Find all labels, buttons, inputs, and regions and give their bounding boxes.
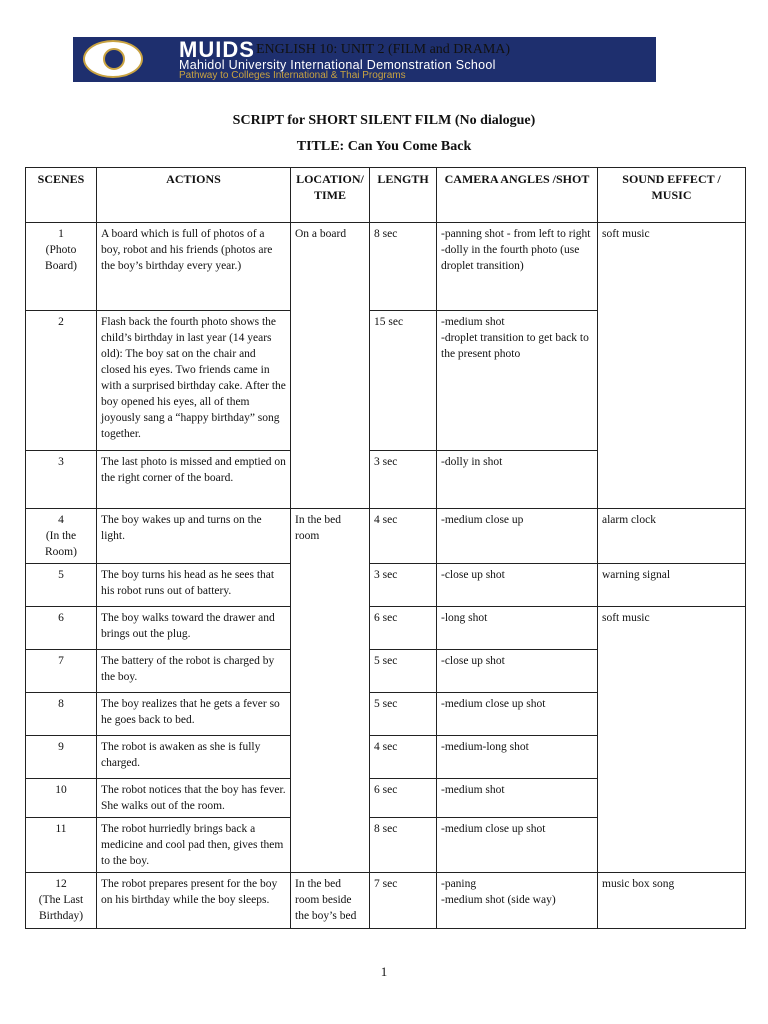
camera-cell [437, 223, 598, 311]
camera-cell [437, 650, 598, 693]
scene-cell [26, 873, 97, 929]
action-cell: The robot notices that the boy has fever. She walks out of the room. [97, 779, 291, 818]
length-cell: 6 sec [370, 779, 437, 818]
scene-cell [26, 693, 97, 736]
action-cell: The robot is awaken as she is fully charged. [97, 736, 291, 779]
camera-cell [437, 451, 598, 509]
camera-cell [437, 311, 598, 451]
banner-brand: MUIDS [179, 37, 255, 62]
length-cell: 7 sec [370, 873, 437, 929]
camera-shot-line: -paning [441, 878, 477, 890]
camera-cell [437, 779, 598, 818]
action-cell: The boy turns his head as he sees that his robot runs out of battery. [97, 564, 291, 607]
camera-shot-line: -medium close up [441, 514, 524, 526]
camera-cell [437, 564, 598, 607]
camera-cell [437, 736, 598, 779]
length-cell: 3 sec [370, 564, 437, 607]
action-cell: The robot hurriedly brings back a medicine and cool pad then, gives them to the boy. [97, 818, 291, 873]
action-cell: The battery of the robot is charged by the boy. [97, 650, 291, 693]
scene-number: 10 [55, 784, 67, 796]
table-row [26, 607, 746, 650]
action-cell: The last photo is missed and emptied on the right corner of the board. [97, 451, 291, 509]
scene-subtitle: (In the Room) [45, 530, 77, 558]
banner-tagline: Pathway to Colleges International & Thai Programs [179, 70, 406, 81]
action-cell: A board which is full of photos of a boy, robot and his friends (photos are the boy’s birthday every year.) [97, 223, 291, 311]
scene-number: 1 [58, 228, 64, 240]
length-cell: 8 sec [370, 223, 437, 311]
camera-shot-line: -medium shot [441, 316, 505, 328]
col-header-actions: ACTIONS [97, 168, 291, 223]
length-cell: 8 sec [370, 818, 437, 873]
location-cell: In the bed room [291, 509, 370, 873]
camera-cell [437, 509, 598, 564]
length-cell: 5 sec [370, 693, 437, 736]
sound-cell: alarm clock [598, 509, 746, 564]
camera-shot-line: -dolly in shot [441, 456, 503, 468]
page-header-text: ENGLISH 10: UNIT 2 (FILM and DRAMA) [256, 42, 511, 57]
scene-number: 7 [58, 655, 64, 667]
scene-cell [26, 607, 97, 650]
col-header-sound: SOUND EFFECT / MUSIC [598, 168, 746, 223]
camera-cell [437, 607, 598, 650]
camera-shot-line: -medium-long shot [441, 741, 529, 753]
camera-cell [437, 818, 598, 873]
scene-number: 6 [58, 612, 64, 624]
scene-number: 9 [58, 741, 64, 753]
sound-cell: soft music [598, 607, 746, 873]
length-cell: 4 sec [370, 509, 437, 564]
camera-shot-line: -panning shot - from left to right [441, 228, 591, 240]
scene-number: 4 [58, 514, 64, 526]
camera-shot-line: -medium close up shot [441, 823, 546, 835]
col-header-scenes: SCENES [26, 168, 97, 223]
scene-cell [26, 818, 97, 873]
scene-cell [26, 779, 97, 818]
camera-shot-line: -close up shot [441, 655, 505, 667]
action-cell: The boy realizes that he gets a fever so he goes back to bed. [97, 693, 291, 736]
action-cell: The robot prepares present for the boy on his birthday while the boy sleeps. [97, 873, 291, 929]
film-title: TITLE: Can You Come Back [296, 139, 472, 154]
action-cell: The boy walks toward the drawer and brings out the plug. [97, 607, 291, 650]
location-cell: On a board [291, 223, 370, 509]
scene-cell [26, 564, 97, 607]
table-row [26, 509, 746, 564]
camera-shot-line: -long shot [441, 612, 488, 624]
length-cell: 15 sec [370, 311, 437, 451]
action-cell: The boy wakes up and turns on the light. [97, 509, 291, 564]
scene-subtitle: (The Last Birthday) [38, 894, 84, 922]
scene-cell [26, 451, 97, 509]
scene-cell [26, 223, 97, 311]
length-cell: 3 sec [370, 451, 437, 509]
table-row [26, 873, 746, 929]
scene-number: 12 [55, 878, 67, 890]
script-title: SCRIPT for SHORT SILENT FILM (No dialogue) [232, 113, 536, 128]
col-header-location: LOCATION/ TIME [291, 168, 370, 223]
table-row [26, 564, 746, 607]
col-header-length: LENGTH [370, 168, 437, 223]
camera-shot-line: -droplet transition to get back to the present photo [441, 332, 589, 360]
scene-number: 11 [55, 823, 67, 835]
camera-shot-line: -medium close up shot [441, 698, 546, 710]
location-cell: In the bed room beside the boy’s bed [291, 873, 370, 929]
length-cell: 4 sec [370, 736, 437, 779]
scene-cell [26, 736, 97, 779]
script-table [25, 167, 746, 929]
sound-cell: warning signal [598, 564, 746, 607]
school-seal-logo [83, 40, 143, 78]
banner-school-name: Mahidol University International Demonstration School [179, 58, 496, 72]
scene-cell [26, 509, 97, 564]
camera-cell [437, 693, 598, 736]
scene-cell [26, 311, 97, 451]
length-cell: 5 sec [370, 650, 437, 693]
scene-number: 3 [58, 456, 64, 468]
scene-number: 5 [58, 569, 64, 581]
scene-number: 8 [58, 698, 64, 710]
scene-number: 2 [58, 316, 64, 328]
camera-cell [437, 873, 598, 929]
page-number: 1 [380, 964, 388, 979]
table-row [26, 223, 746, 311]
camera-shot-line: -medium shot (side way) [441, 894, 556, 906]
sound-cell: soft music [598, 223, 746, 509]
table-header-row [26, 168, 746, 223]
action-cell: Flash back the fourth photo shows the child’s birthday in last year (14 years old): The boy sat on the chair and closed his eyes. Two friends came in with a surprised birthday cake. After the boy opened his eyes, all of them joyously sang a “happy birthday” song together. [97, 311, 291, 451]
scene-cell [26, 650, 97, 693]
camera-shot-line: -dolly in the fourth photo (use droplet transition) [441, 244, 580, 272]
sound-cell: music box song [598, 873, 746, 929]
length-cell: 6 sec [370, 607, 437, 650]
scene-subtitle: (Photo Board) [45, 244, 77, 272]
col-header-camera: CAMERA ANGLES /SHOT [437, 168, 598, 223]
camera-shot-line: -medium shot [441, 784, 505, 796]
camera-shot-line: -close up shot [441, 569, 505, 581]
